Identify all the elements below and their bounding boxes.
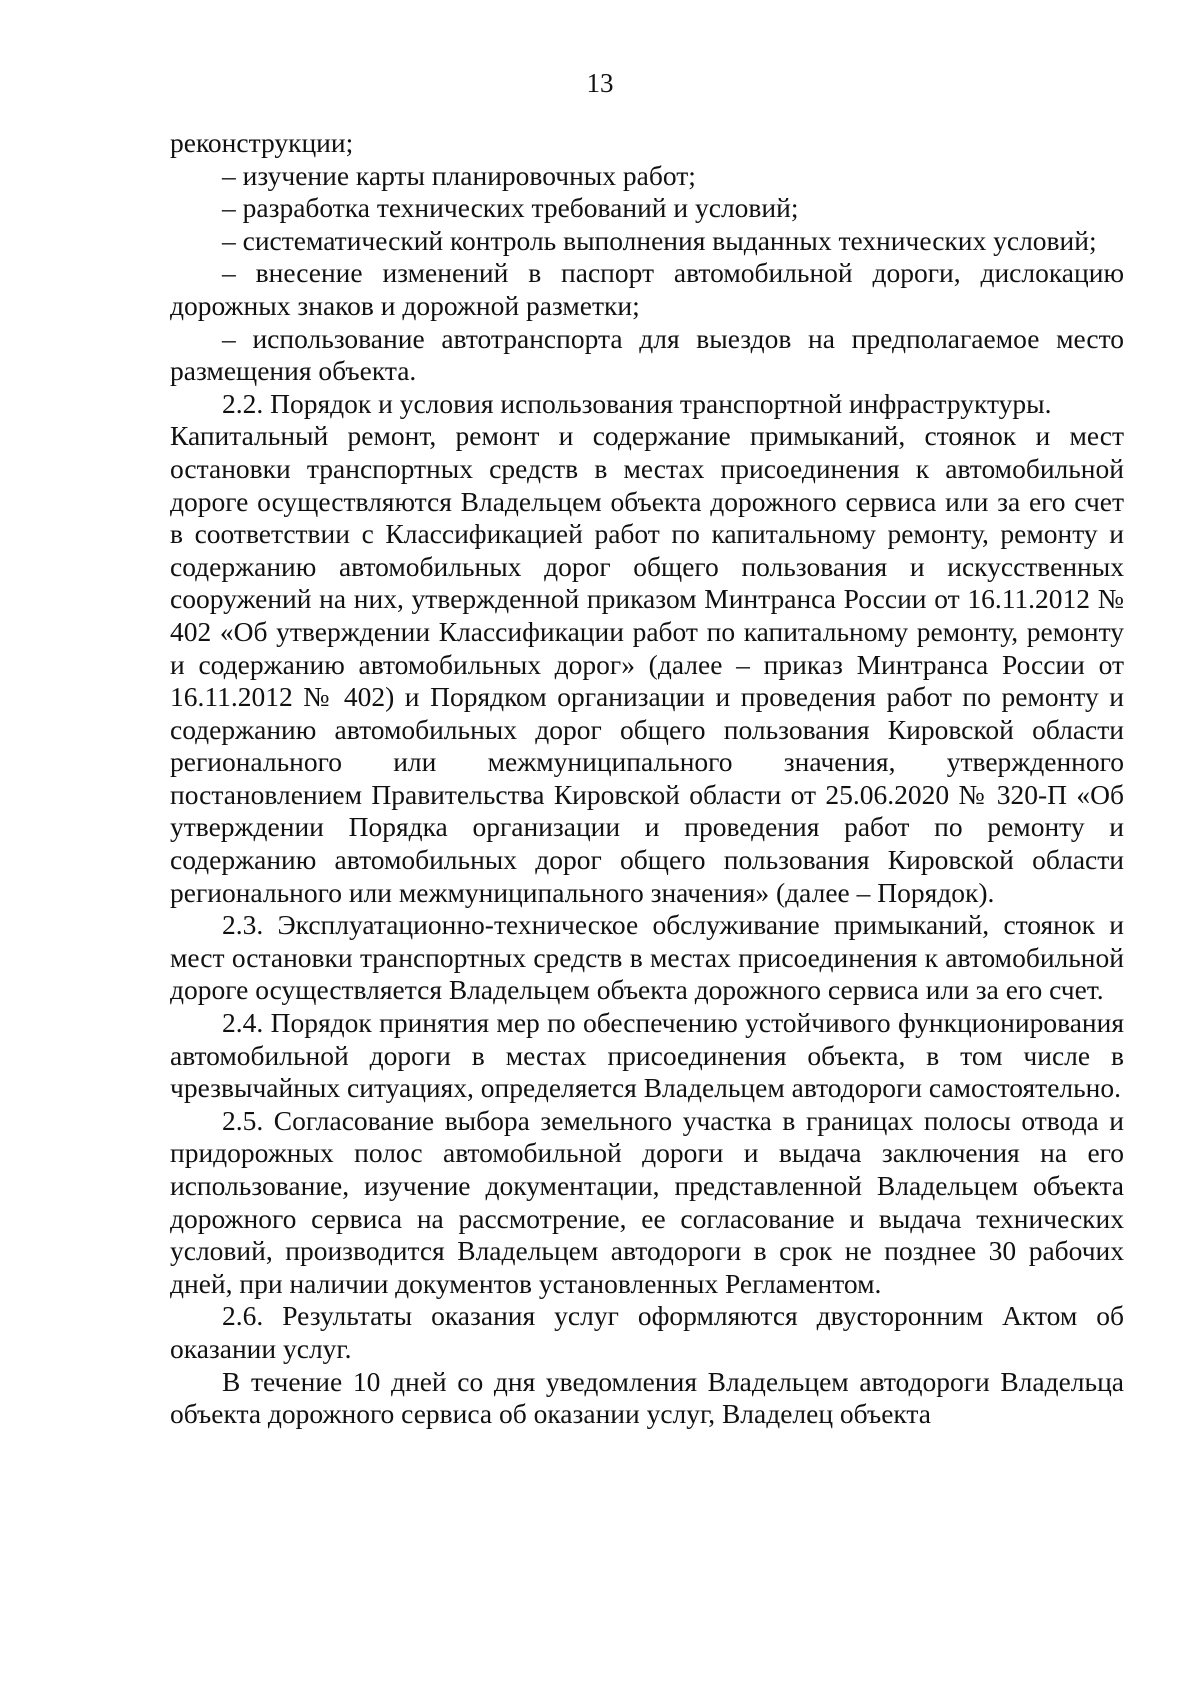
paragraph-technical-requirements: – разработка технических требований и условий; — [222, 192, 799, 224]
paragraph-passport-changes: – внесение изменений в паспорт автомобильной дороги, дислокацию дорожных знаков и дорожной разметки; — [170, 257, 1124, 321]
paragraph-section-2-2: 2.2. Порядок и условия использования транспортной инфраструктуры. — [222, 387, 1052, 419]
paragraph-ten-days: В течение 10 дней со дня уведомления Владельцем автодороги Владельца объекта дорожного сервиса об оказании услуг, Владелец объекта — [170, 1365, 1124, 1430]
paragraph-vehicle-use: – использование автотранспорта для выездов на предполагаемое место размещения объекта. — [170, 322, 1124, 387]
paragraph-section-2-4: 2.4. Порядок принятия мер по обеспечению устойчивого функционирования автомобильной дороги в местах присоединения объекта, в том числе в чрезвычайных ситуациях, определяется Владельцем автодороги самостоятельно. — [170, 1007, 1124, 1104]
paragraph-section-2-3: 2.3. Эксплуатационно-техническое обслуживание примыканий, стоянок и мест остановки транспортных средств в местах присоединения к автомобильной дороге осуществляется Владельцем объекта дорожного сервиса или за его счет. — [170, 909, 1124, 1006]
page-number: 13 — [586, 68, 614, 98]
paragraph-reconstruction: реконструкции; — [170, 127, 354, 158]
paragraph-systematic-control: – систематический контроль выполнения выданных технических условий; — [222, 224, 1097, 256]
document-body — [170, 127, 1124, 1431]
paragraph-planning-map: – изучение карты планировочных работ; — [222, 159, 696, 191]
paragraph-section-2-6: 2.6. Результаты оказания услуг оформляются двусторонним Актом об оказании услуг. — [170, 1300, 1124, 1364]
paragraph-capital-repair: Капитальный ремонт, ремонт и содержание примыканий, стоянок и мест остановки транспортных средств в местах присоединения к автомобильной дороге осуществляются Владельцем объекта дорожного сервиса или за его счет в соответствии с Классификацией работ по капитальному ремонту, ремонту и содержанию автомобильных дорог общего пользования и искусственных сооружений на них, утвержденной приказом Минтранса России от 16.11.2012 № 402 «Об утверждении Классификации работ по капитальному ремонту, ремонту и содержанию автомобильных дорог» (далее – приказ Минтранса России от 16.11.2012 № 402) и Порядком организации и проведения работ по ремонту и содержанию автомобильных дорог общего пользования Кировской области регионального или межмуниципального значения, утвержденного постановлением Правительства Кировской области от 25.06.2020 № 320-П «Об утверждении Порядка организации и проведения работ по ремонту и содержанию автомобильных дорог общего пользования Кировской области регионального или межмуниципального значения» (далее – Порядок). — [170, 420, 1124, 908]
paragraph-section-2-5: 2.5. Согласование выбора земельного участка в границах полосы отвода и придорожных полос автомобильной дороги и выдача заключения на его использование, изучение документации, представленной Владельцем объекта дорожного сервиса на рассмотрение, ее согласование и выдача технических условий, производится Владельцем автодороги в срок не позднее 30 рабочих дней, при наличии документов установленных Регламентом. — [170, 1104, 1124, 1299]
